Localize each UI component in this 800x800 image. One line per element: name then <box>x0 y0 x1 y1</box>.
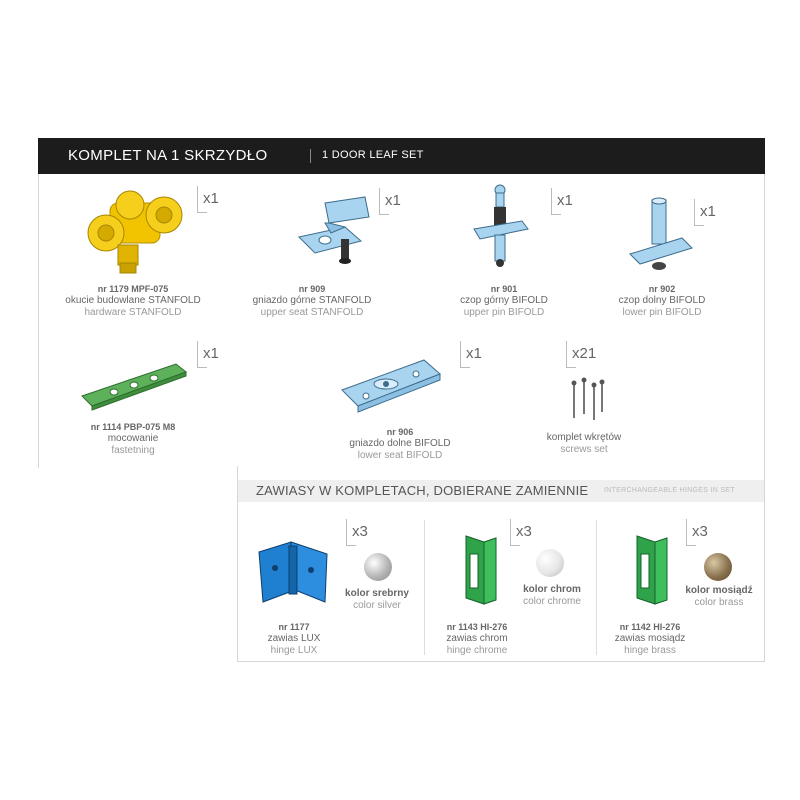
part-name-pl: gniazdo dolne BIFOLD <box>349 438 451 449</box>
part-number: nr 902 <box>648 284 676 294</box>
roller-carriage-icon <box>80 185 190 280</box>
part-item <box>53 284 213 319</box>
part-item <box>424 284 584 319</box>
qty-part-6: x1 <box>466 345 482 362</box>
qty-hinge-1: x3 <box>352 523 368 540</box>
part-name-en: upper pin BIFOLD <box>463 307 545 318</box>
hinge-title: ZAWIASY W KOMPLETACH, DOBIERANE ZAMIENNIE <box>256 483 589 498</box>
part-item <box>232 284 392 319</box>
part-number: nr 901 <box>490 284 518 294</box>
part-item <box>504 432 664 456</box>
part-name-pl: komplet wkrętów <box>546 432 622 443</box>
part-number: nr 1114 PBP-075 M8 <box>90 422 176 432</box>
set-header <box>38 138 765 174</box>
part-name-en: screws set <box>560 444 608 455</box>
hinge-number: nr 1142 HI-276 <box>619 622 681 632</box>
upper-pin-icon <box>470 183 530 278</box>
qty-hinge-3: x3 <box>692 523 708 540</box>
hinge-color-label: kolor mosiądź color brass <box>685 585 753 608</box>
hinge-name-pl: zawias chrom <box>446 633 508 644</box>
part-item <box>53 422 213 457</box>
hinge-name-en: hinge brass <box>624 645 676 656</box>
part-number: nr 1179 MPF-075 <box>97 284 169 294</box>
hinge-name-en: hinge LUX <box>270 645 318 656</box>
part-name-pl: mocowanie <box>107 433 159 444</box>
hinge-number: nr 1143 HI-276 <box>446 622 508 632</box>
upper-seat-bracket-icon <box>295 195 375 270</box>
hinge-color-label: kolor chrom color chrome <box>523 584 581 607</box>
hinge-item <box>397 622 557 657</box>
part-name-en: upper seat STANFOLD <box>260 307 364 318</box>
qty-part-2: x1 <box>385 192 401 209</box>
qty-part-1: x1 <box>203 190 219 207</box>
qty-hinge-2: x3 <box>516 523 532 540</box>
qty-part-4: x1 <box>700 203 716 220</box>
part-item <box>320 427 480 462</box>
hinge-name-pl: zawias mosiądz <box>614 633 686 644</box>
qty-part-7: x21 <box>572 345 596 362</box>
set-title: KOMPLET NA 1 SKRZYDŁO <box>68 147 268 164</box>
mounting-plate-icon <box>80 362 190 412</box>
part-name-pl: gniazdo górne STANFOLD <box>252 295 372 306</box>
part-name-en: lower pin BIFOLD <box>622 307 702 318</box>
part-number: nr 909 <box>298 284 326 294</box>
hinge-header <box>238 480 764 502</box>
part-name-en: hardware STANFOLD <box>84 307 182 318</box>
part-name-pl: czop dolny BIFOLD <box>618 295 706 306</box>
part-name-pl: okucie budowlane STANFOLD <box>65 295 201 306</box>
part-name-en: lower seat BIFOLD <box>357 450 443 461</box>
hinge-item <box>570 622 730 657</box>
color-swatch-chrome <box>536 549 564 577</box>
screws-icon <box>568 378 608 423</box>
part-name-pl: czop górny BIFOLD <box>460 295 548 306</box>
hinge-subtitle: INTERCHANGEABLE HINGES IN SET <box>604 487 735 494</box>
part-name-en: fastetning <box>111 445 155 456</box>
hinge-number: nr 1177 <box>278 622 310 632</box>
part-number: nr 906 <box>386 427 414 437</box>
color-swatch-silver <box>364 553 392 581</box>
lower-seat-plate-icon <box>340 356 445 416</box>
set-subtitle: 1 DOOR LEAF SET <box>322 149 424 161</box>
hinge-item <box>214 622 374 657</box>
qty-part-5: x1 <box>203 345 219 362</box>
hinge-name-en: hinge chrome <box>446 645 508 656</box>
part-item <box>582 284 742 319</box>
hinge-chrome-icon <box>462 532 502 612</box>
hinge-name-pl: zawias LUX <box>267 633 321 644</box>
qty-part-3: x1 <box>557 192 573 209</box>
lower-pin-icon <box>628 198 698 278</box>
header-divider <box>310 149 311 163</box>
hinge-color-label: kolor srebrny color silver <box>345 588 409 611</box>
color-swatch-brass <box>704 553 732 581</box>
